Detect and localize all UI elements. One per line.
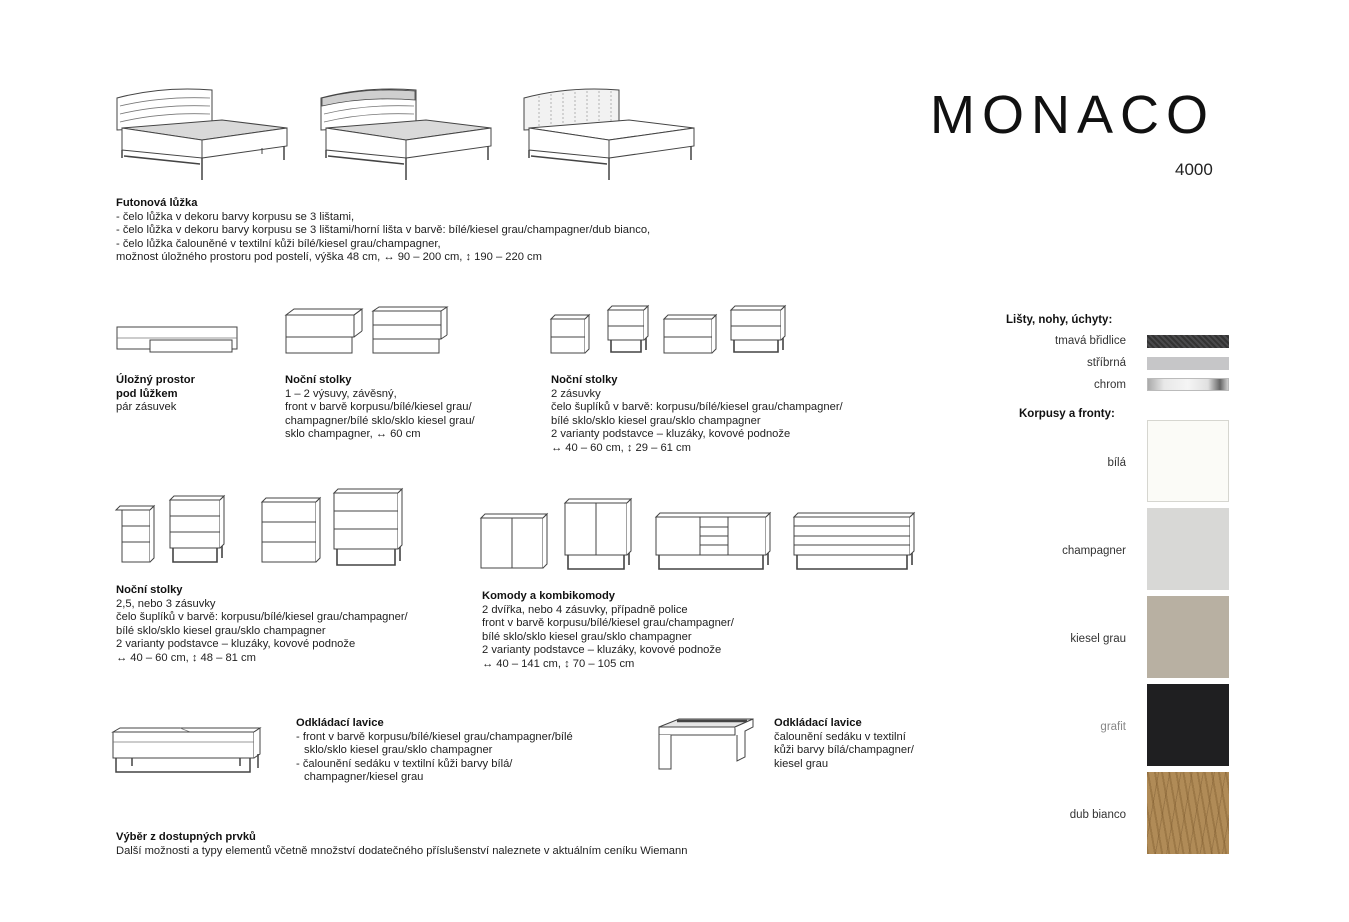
finish-label-dub-bianco: dub bianco [1069, 809, 1126, 821]
nightstands-a-line: sklo champagner, ↔ 60 cm [285, 428, 421, 440]
nightstand-tall-1 [114, 504, 156, 564]
bench-b-heading: Odkládací lavice [774, 717, 862, 729]
nightstands-a-heading: Noční stolky [285, 374, 352, 386]
dressers-description [482, 590, 734, 671]
bed-illustration-2 [316, 88, 496, 183]
bench-b-description [774, 717, 914, 771]
nightstand-tall-2 [168, 494, 226, 566]
finishes-heading: Korpusy a fronty: [1019, 408, 1115, 420]
page-subtitle: 4000 [1175, 160, 1213, 179]
nightstands-c-description [116, 584, 408, 665]
nightstands-c-heading: Noční stolky [116, 584, 183, 596]
nightstand-hanging-2 [371, 305, 451, 355]
bench-a-line: champagner/kiesel grau [304, 771, 424, 783]
storage-line: pár zásuvek [116, 401, 177, 413]
beds-line: - čelo lůžka v dekoru barvy korpusu se 3 lištami/horní lišta v barvě: bílé/kiesel grau/champagner/dub bianco, [116, 224, 651, 236]
nightstands-c-line: čelo šuplíků v barvě: korpusu/bílé/kiesel grau/champagner/ [116, 611, 408, 623]
beds-line: - čelo lůžka v dekoru barvy korpusu se 3 lištami, [116, 210, 355, 223]
storage-description [116, 374, 195, 415]
combi-dresser-1 [654, 511, 772, 573]
finish-swatch-dub-bianco [1147, 772, 1229, 854]
nightstands-a-line: front v barvě korpusu/bílé/kiesel grau/ [285, 401, 472, 413]
bed-illustration-1 [112, 88, 292, 183]
nightstand-small-2 [606, 304, 650, 356]
bench-a-heading: Odkládací lavice [296, 717, 384, 729]
storage-drawer-illustration [116, 326, 241, 356]
nightstands-a-line: 1 – 2 výsuvy, závěsný, [285, 387, 397, 400]
nightstands-b-heading: Noční stolky [551, 374, 618, 386]
nightstand-tall-3 [260, 496, 322, 566]
trim-label-chrome: chrom [1094, 379, 1126, 391]
nightstands-c-line: 2 varianty podstavce – kluzáky, kovové podnože [116, 638, 356, 650]
trim-swatch-silver [1147, 357, 1229, 370]
storage-heading: pod lůžkem [116, 387, 178, 400]
nightstands-b-line: bílé sklo/sklo kiesel grau/sklo champagner [551, 414, 761, 427]
trim-swatch-chrome [1147, 378, 1229, 391]
trims-heading: Lišty, nohy, úchyty: [1006, 314, 1113, 326]
dressers-line: ↔ 40 – 141 cm, ↕ 70 – 105 cm [482, 657, 635, 670]
nightstands-b-line: 2 zásuvky [551, 387, 601, 400]
nightstand-hanging-1 [284, 307, 364, 355]
beds-line: - čelo lůžka čalouněné v textilní kůži bílé/kiesel grau/champagner, [116, 237, 441, 250]
nightstand-wide-2 [729, 304, 787, 356]
footer-heading: Výběr z dostupných prvků [116, 831, 256, 843]
finish-label-champagner: champagner [1062, 545, 1126, 557]
bench-illustration-1 [110, 726, 264, 776]
nightstands-a-line: champagner/bílé sklo/sklo kiesel grau/ [285, 414, 475, 427]
footer-text: Další možnosti a typy elementů včetně množství dodatečného příslušenství naleznete v aktuálním ceníku Wiemann [116, 844, 688, 857]
finish-swatch-white [1147, 420, 1229, 502]
trim-swatch-slate [1147, 335, 1229, 348]
bench-b-line: kůži barvy bílá/champagner/ [774, 744, 914, 756]
footer-note [116, 831, 687, 858]
finish-label-kiesel-grau: kiesel grau [1070, 633, 1126, 645]
dressers-line: 2 dvířka, nebo 4 zásuvky, případně police [482, 603, 688, 616]
dressers-heading: Komody a kombikomody [482, 590, 616, 602]
beds-heading: Futonová lůžka [116, 197, 198, 209]
dresser-1 [479, 512, 549, 570]
page-title: MONACO [930, 85, 1215, 145]
bench-b-line: kiesel grau [774, 757, 829, 770]
dressers-line: bílé sklo/sklo kiesel grau/sklo champagner [482, 630, 692, 643]
finish-swatch-grafit [1147, 684, 1229, 766]
dressers-line: 2 varianty podstavce – kluzáky, kovové podnože [482, 644, 722, 656]
beds-line: možnost úložného prostoru pod postelí, výška 48 cm, ↔ 90 – 200 cm, ↕ 190 – 220 cm [116, 251, 542, 263]
bench-b-line: čalounění sedáku v textilní [774, 730, 906, 743]
trim-label-slate: tmavá břidlice [1055, 335, 1126, 347]
nightstand-tall-4 [332, 487, 404, 569]
dresser-2 [563, 497, 633, 571]
storage-heading: Úložný prostor [116, 374, 195, 386]
nightstands-b-line: ↔ 40 – 60 cm, ↕ 29 – 61 cm [551, 441, 691, 454]
bench-a-line: sklo/sklo kiesel grau/sklo champagner [304, 744, 493, 756]
nightstands-c-line: 2,5, nebo 3 zásuvky [116, 597, 216, 610]
nightstands-c-line: ↔ 40 – 60 cm, ↕ 48 – 81 cm [116, 651, 256, 664]
beds-description [116, 197, 650, 265]
combi-dresser-2 [792, 511, 916, 573]
bench-illustration-2 [657, 717, 757, 773]
trim-label-silver: stříbrná [1087, 357, 1126, 369]
finish-label-white: bílá [1107, 457, 1126, 469]
finish-swatch-kiesel-grau [1147, 596, 1229, 678]
nightstand-wide-1 [662, 313, 718, 355]
bench-a-line: - front v barvě korpusu/bílé/kiesel grau/champagner/bílé [296, 730, 573, 743]
finish-label-grafit: grafit [1100, 721, 1126, 733]
finish-swatch-champagner [1147, 508, 1229, 590]
nightstand-small-1 [549, 313, 591, 355]
nightstands-b-description [551, 374, 843, 455]
nightstands-b-line: 2 varianty podstavce – kluzáky, kovové podnože [551, 428, 791, 440]
nightstands-a-description [285, 374, 475, 442]
bench-a-line: - čalounění sedáku v textilní kůži barvy bílá/ [296, 757, 513, 770]
bed-illustration-3 [519, 88, 699, 183]
nightstands-c-line: bílé sklo/sklo kiesel grau/sklo champagner [116, 624, 326, 637]
nightstands-b-line: čelo šuplíků v barvě: korpusu/bílé/kiesel grau/champagner/ [551, 401, 843, 413]
dressers-line: front v barvě korpusu/bílé/kiesel grau/champagner/ [482, 617, 734, 629]
bench-a-description [296, 717, 573, 785]
